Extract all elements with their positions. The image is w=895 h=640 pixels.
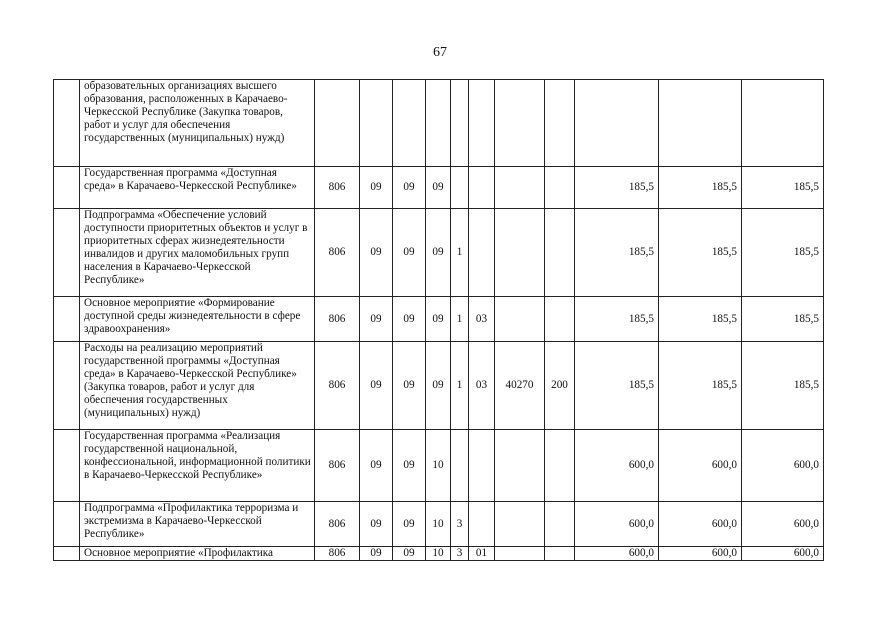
sum-cell-1: [575, 80, 659, 167]
ministry-code-cell: 806: [315, 547, 360, 561]
event-code-cell: [469, 80, 495, 167]
sum-cell-2: 600,0: [659, 502, 742, 547]
subprogram-code-cell: 1: [451, 209, 469, 297]
row-name-cell: Основное мероприятие «Профилактика: [80, 547, 315, 561]
row-index-cell: [54, 547, 80, 561]
program-code-cell: 09: [426, 167, 451, 209]
subsection-code-cell: 09: [393, 209, 426, 297]
direction-code-cell: [495, 297, 545, 342]
row-name-cell: образовательных организациях высшего образования, расположенных в Карачаево-Черкесской Республике (Закупка товаров, работ и услуг для обеспечения государственных (муниципальных) нужд): [80, 80, 315, 167]
sum-cell-3: 185,5: [742, 297, 824, 342]
row-name-cell: Государственная программа «Реализация государственной национальной, конфессиональной, информационной политики в Карачаево-Черкесской Республике»: [80, 430, 315, 502]
expense-type-cell: [545, 502, 575, 547]
direction-code-cell: [495, 547, 545, 561]
subprogram-code-cell: 3: [451, 502, 469, 547]
table-row: [54, 547, 824, 561]
row-index-cell: [54, 167, 80, 209]
section-code-cell: 09: [360, 167, 393, 209]
direction-code-cell: [495, 430, 545, 502]
table-row: [54, 430, 824, 502]
sum-cell-1: 600,0: [575, 430, 659, 502]
page-number: 67: [433, 45, 447, 60]
row-index-cell: [54, 342, 80, 430]
section-code-cell: 09: [360, 547, 393, 561]
expense-type-cell: [545, 430, 575, 502]
ministry-code-cell: 806: [315, 297, 360, 342]
table-row: [54, 80, 824, 167]
table-row: [54, 342, 824, 430]
direction-code-cell: [495, 502, 545, 547]
event-code-cell: [469, 167, 495, 209]
sum-cell-2: 185,5: [659, 209, 742, 297]
program-code-cell: 09: [426, 297, 451, 342]
subprogram-code-cell: [451, 430, 469, 502]
sum-cell-1: 185,5: [575, 209, 659, 297]
row-index-cell: [54, 297, 80, 342]
table-row: [54, 502, 824, 547]
section-code-cell: 09: [360, 342, 393, 430]
program-code-cell: 09: [426, 342, 451, 430]
subsection-code-cell: [393, 80, 426, 167]
expense-type-cell: 200: [545, 342, 575, 430]
sum-cell-3: 600,0: [742, 502, 824, 547]
row-name-cell: Государственная программа «Доступная среда» в Карачаево-Черкесской Республике»: [80, 167, 315, 209]
sum-cell-2: 185,5: [659, 167, 742, 209]
subsection-code-cell: 09: [393, 342, 426, 430]
event-code-cell: [469, 502, 495, 547]
row-index-cell: [54, 209, 80, 297]
sum-cell-2: 600,0: [659, 430, 742, 502]
sum-cell-2: 600,0: [659, 547, 742, 561]
table-row: [54, 167, 824, 209]
event-code-cell: 01: [469, 547, 495, 561]
program-code-cell: 10: [426, 502, 451, 547]
ministry-code-cell: [315, 80, 360, 167]
row-index-cell: [54, 80, 80, 167]
row-name-cell: Подпрограмма «Профилактика терроризма и экстремизма в Карачаево-Черкесской Республике»: [80, 502, 315, 547]
table-row: [54, 297, 824, 342]
sum-cell-1: 185,5: [575, 297, 659, 342]
sum-cell-3: [742, 80, 824, 167]
section-code-cell: 09: [360, 209, 393, 297]
sum-cell-1: 185,5: [575, 167, 659, 209]
subprogram-code-cell: 3: [451, 547, 469, 561]
sum-cell-3: 185,5: [742, 167, 824, 209]
sum-cell-3: 600,0: [742, 547, 824, 561]
sum-cell-1: 600,0: [575, 547, 659, 561]
ministry-code-cell: 806: [315, 342, 360, 430]
direction-code-cell: [495, 80, 545, 167]
ministry-code-cell: 806: [315, 430, 360, 502]
expense-type-cell: [545, 297, 575, 342]
direction-code-cell: 40270: [495, 342, 545, 430]
event-code-cell: [469, 430, 495, 502]
direction-code-cell: [495, 167, 545, 209]
expense-type-cell: [545, 547, 575, 561]
expense-type-cell: [545, 167, 575, 209]
ministry-code-cell: 806: [315, 209, 360, 297]
budget-table: [53, 79, 824, 561]
row-index-cell: [54, 430, 80, 502]
subsection-code-cell: 09: [393, 502, 426, 547]
subsection-code-cell: 09: [393, 547, 426, 561]
subprogram-code-cell: 1: [451, 297, 469, 342]
subsection-code-cell: 09: [393, 430, 426, 502]
section-code-cell: 09: [360, 430, 393, 502]
sum-cell-2: 185,5: [659, 342, 742, 430]
subprogram-code-cell: 1: [451, 342, 469, 430]
program-code-cell: 09: [426, 209, 451, 297]
sum-cell-1: 185,5: [575, 342, 659, 430]
direction-code-cell: [495, 209, 545, 297]
ministry-code-cell: 806: [315, 502, 360, 547]
sum-cell-1: 600,0: [575, 502, 659, 547]
program-code-cell: 10: [426, 430, 451, 502]
row-name-cell: Основное мероприятие «Формирование доступной среды жизнедеятельности в сфере здравоохранения»: [80, 297, 315, 342]
ministry-code-cell: 806: [315, 167, 360, 209]
subsection-code-cell: 09: [393, 167, 426, 209]
expense-type-cell: [545, 80, 575, 167]
sum-cell-3: 185,5: [742, 342, 824, 430]
subsection-code-cell: 09: [393, 297, 426, 342]
section-code-cell: 09: [360, 502, 393, 547]
section-code-cell: [360, 80, 393, 167]
expense-type-cell: [545, 209, 575, 297]
subprogram-code-cell: [451, 80, 469, 167]
program-code-cell: [426, 80, 451, 167]
sum-cell-2: 185,5: [659, 297, 742, 342]
sum-cell-2: [659, 80, 742, 167]
table-row: [54, 209, 824, 297]
row-name-cell: Подпрограмма «Обеспечение условий доступности приоритетных объектов и услуг в приоритетных сферах жизнедеятельности инвалидов и других маломобильных групп населения в Карачаево-Черкесской Республике»: [80, 209, 315, 297]
row-index-cell: [54, 502, 80, 547]
event-code-cell: 03: [469, 297, 495, 342]
event-code-cell: [469, 209, 495, 297]
row-name-cell: Расходы на реализацию мероприятий государственной программы «Доступная среда» в Карачаево-Черкесской Республике» (Закупка товаров, работ и услуг для обеспечения государственных (муниципальных) нужд): [80, 342, 315, 430]
section-code-cell: 09: [360, 297, 393, 342]
subprogram-code-cell: [451, 167, 469, 209]
sum-cell-3: 185,5: [742, 209, 824, 297]
event-code-cell: 03: [469, 342, 495, 430]
program-code-cell: 10: [426, 547, 451, 561]
sum-cell-3: 600,0: [742, 430, 824, 502]
